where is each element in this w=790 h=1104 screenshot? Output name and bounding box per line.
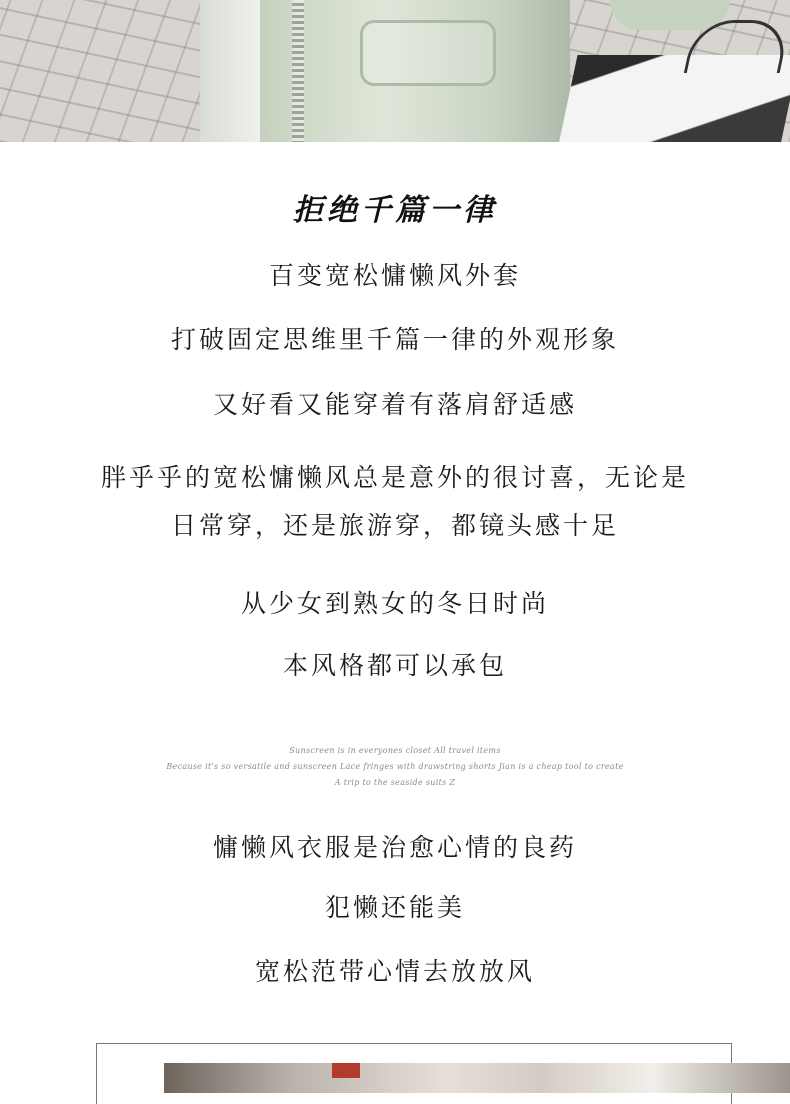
product-photo-top — [0, 0, 790, 142]
copy-line-2: 打破固定思维里千篇一律的外观形象 — [170, 325, 619, 354]
product-photo-bottom — [164, 1063, 790, 1093]
photo-red-sign — [332, 1063, 360, 1078]
copy-line-1: 百变宽松慵懒风外套 — [268, 261, 521, 290]
jacket-zipper — [292, 0, 304, 142]
copy-line-9: 犯懒还能美 — [324, 893, 465, 922]
jacket-body — [200, 0, 570, 142]
copy-line-5: 日常穿，还是旅游穿，都镜头感十足 — [170, 511, 619, 540]
script-line-2: Because it's so versatile and sunscreen Lace fringes with drawstring shorts Jian is a cheap tool to create — [166, 762, 624, 771]
jacket-pocket — [360, 20, 496, 86]
script-line-3: A trip to the seaside suits Z — [334, 778, 456, 787]
copy-line-7: 本风格都可以承包 — [282, 651, 507, 680]
headline-brush: 拒绝千篇一律 — [293, 193, 497, 228]
script-line-1: Sunscreen is in everyones closet All travel items — [289, 746, 501, 755]
copy-line-6: 从少女到熟女的冬日时尚 — [240, 589, 549, 618]
copy-line-8: 慵懒风衣服是治愈心情的良药 — [212, 833, 577, 862]
copy-line-3: 又好看又能穿着有落肩舒适感 — [212, 390, 577, 419]
copy-line-10: 宽松范带心情去放放风 — [254, 957, 535, 986]
inner-sleeve — [200, 0, 260, 142]
copy-line-4: 胖乎乎的宽松慵懒风总是意外的很讨喜，无论是 — [100, 463, 689, 492]
shopping-bag — [558, 55, 790, 142]
